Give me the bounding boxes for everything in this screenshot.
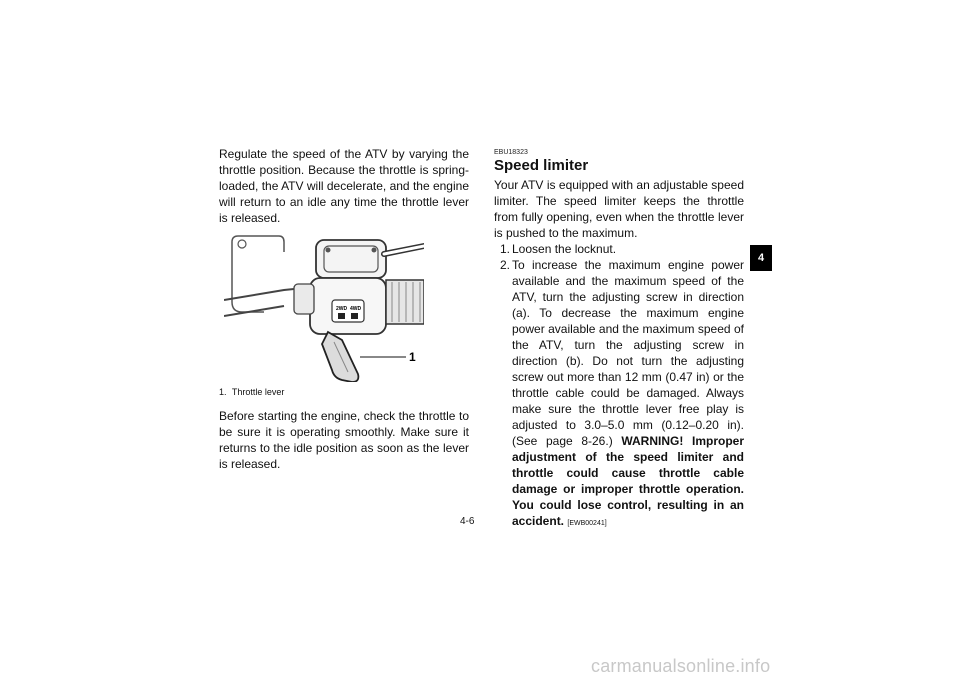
watermark: carmanualsonline.info (591, 656, 771, 676)
after-paragraph: Before starting the engine, check the throttle to be sure it is operating smoothly. Make sure it returns to the idle position as soon as the lever is released. (219, 409, 469, 471)
step-text: Loosen the locknut. (512, 242, 617, 256)
section-heading: Speed limiter (494, 157, 589, 174)
left-column (219, 146, 469, 472)
section-intro: Your ATV is equipped with an adjustable speed limiter. The speed limiter keeps the throttle from fully opening, even when the throttle lever is pushed to the maximum. (494, 178, 744, 240)
step-item (494, 241, 744, 257)
page-number: 4-6 (460, 516, 475, 527)
caption-number: 1. (219, 387, 227, 397)
warning-text: WARNING! Improper adjustment of the speed limiter and throttle could cause throttle cable damage or improper throttle operation. You could lose control, resulting in an accident. (512, 434, 744, 528)
step-text: To increase the maximum engine power available and the maximum speed of the ATV, turn the adjusting screw in direction (a). To decrease the maximum engine power available and the maximum speed of the ATV, turn the adjusting screw in direction (b). Do not turn the adjusting screw out more than 12 mm (0.47 in) or the throttle cable could be damaged. Always make sure the throttle lever free play is adjusted to 3.0–5.0 mm (0.12–0.20 in). (See page 8-26.) (512, 258, 744, 448)
step-item (494, 257, 744, 532)
chapter-tab: 4 (750, 245, 772, 271)
switch-label-4wd: 4WD (350, 306, 362, 312)
step-number: 1. (500, 242, 511, 256)
step-number: 2. (500, 258, 511, 272)
section-code: EBU18323 (494, 149, 528, 156)
throttle-lever-illustration (224, 232, 424, 382)
switch-label-2wd: 2WD (336, 306, 348, 312)
figure-caption (219, 386, 469, 398)
handlebar-drawing (224, 232, 424, 382)
warning-code: [EWB00241] (567, 520, 607, 527)
intro-paragraph: Regulate the speed of the ATV by varying the throttle position. Because the throttle is spring-loaded, the ATV will decelerate, and the engine will return to an idle any time the throttle lever is released. (219, 147, 469, 225)
right-column (494, 146, 744, 532)
steps-list (494, 241, 744, 532)
caption-text: Throttle lever (231, 387, 285, 397)
callout-number: 1 (409, 350, 416, 364)
